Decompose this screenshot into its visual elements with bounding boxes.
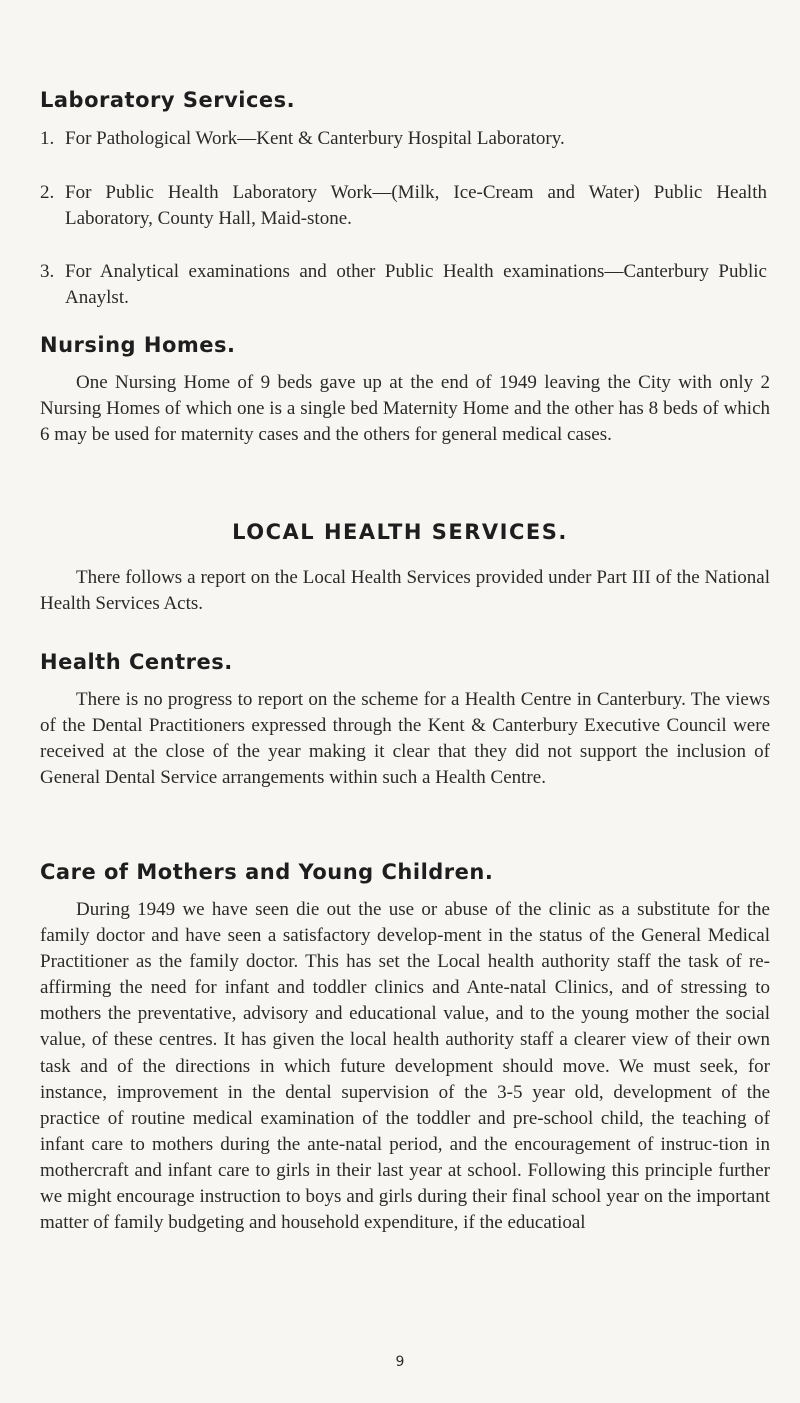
- health-centres-heading: Health Centres.: [40, 650, 233, 674]
- nursing-homes-paragraph: One Nursing Home of 9 beds gave up at the end of 1949 leaving the City with only 2 Nursing Homes of which one is a single bed Maternity Home and the other has 8 beds of which 6 may be used for maternity cases and the others for general medical cases.: [40, 372, 770, 446]
- list-item-text: For Analytical examinations and other Public Health examinations—Canterbury Public Anaylst.: [65, 261, 767, 308]
- list-item-text: For Pathological Work—Kent & Canterbury Hospital Laboratory.: [65, 128, 565, 149]
- page-number: 9: [395, 1354, 405, 1370]
- nursing-homes-heading: Nursing Homes.: [40, 333, 236, 357]
- care-of-mothers-paragraph: During 1949 we have seen die out the use or abuse of the clinic as a substitute for the family doctor and have seen a satisfactory develop-ment in the status of the General Medical Practitioner as the family doctor. This has set the Local health authority staff the task of re-affirming the need for infant and toddler clinics and Ante-natal Clinics, and of stressing to mothers the preventative, advisory and educational value, and to the young mother the social value, of these centres. It has given the local health authority staff a clearer view of their own task and of the directions in which future development should move. We must seek, for instance, improvement in the dental supervision of the 3-5 year old, development of the practice of routine medical examination of the toddler and pre-school child, the teaching of infant care to mothers during the ante-natal period, and the encouragement of instruc-tion in mothercraft and infant care to girls in their last year at school. Following this principle further we might encourage instruction to boys and girls during their final school year on the important matter of family budgeting and household expenditure, if the educatioal: [40, 899, 770, 1234]
- local-health-services-paragraph: There follows a report on the Local Health Services provided under Part III of the National Health Services Acts.: [40, 567, 770, 615]
- care-of-mothers-heading: Care of Mothers and Young Children.: [40, 860, 494, 884]
- local-health-services-heading: LOCAL HEALTH SERVICES.: [232, 520, 568, 544]
- laboratory-services-heading: Laboratory Services.: [40, 88, 296, 112]
- list-item-text: For Public Health Laboratory Work—(Milk, Ice-Cream and Water) Public Health Laboratory, County Hall, Maid-stone.: [65, 182, 767, 229]
- health-centres-paragraph: There is no progress to report on the scheme for a Health Centre in Canterbury. The views of the Dental Practitioners expressed through the Kent & Canterbury Executive Council were received at the close of the year making it clear that they did not support the inclusion of General Dental Service arrangements within such a Health Centre.: [40, 689, 770, 789]
- list-item-number: 3.: [40, 261, 55, 282]
- list-item-number: 2.: [40, 182, 55, 203]
- list-item-number: 1.: [40, 128, 55, 149]
